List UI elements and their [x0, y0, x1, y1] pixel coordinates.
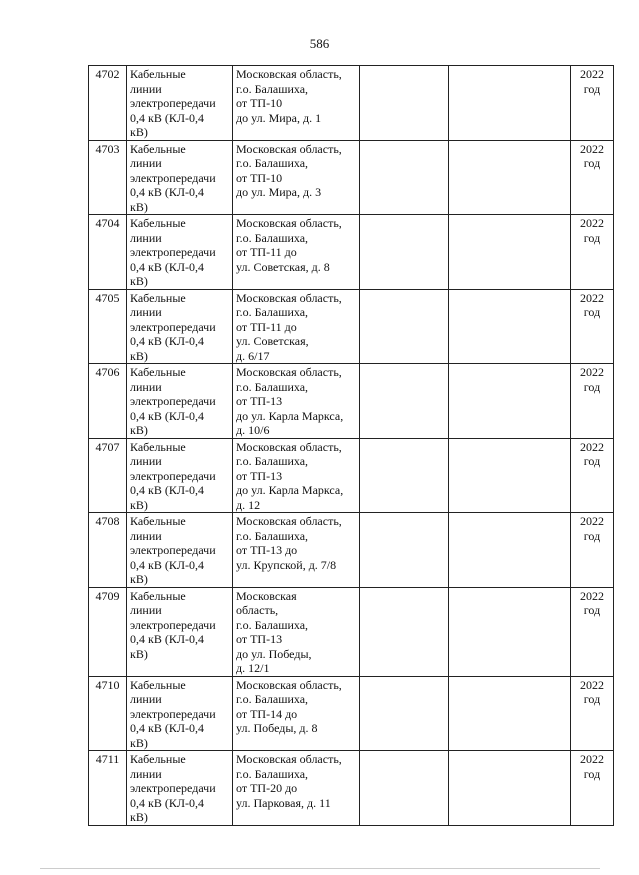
row-number-cell: 4705 — [89, 289, 127, 364]
object-name-cell: Кабельные линии электропередачи 0,4 кВ (КЛ-0,4 кВ) — [127, 513, 233, 588]
registry-table — [88, 65, 614, 826]
year-cell: 2022 год — [571, 289, 614, 364]
empty-cell — [360, 513, 449, 588]
row-number-cell: 4703 — [89, 140, 127, 215]
year-cell: 2022 год — [571, 364, 614, 439]
location-cell: Московская область, г.о. Балашиха, от ТП-20 до ул. Парковая, д. 11 — [233, 751, 360, 826]
empty-cell — [449, 513, 571, 588]
year-cell: 2022 год — [571, 513, 614, 588]
year-cell: 2022 год — [571, 751, 614, 826]
object-name-cell: Кабельные линии электропередачи 0,4 кВ (КЛ-0,4 кВ) — [127, 66, 233, 141]
location-cell: Московская область, г.о. Балашиха, от ТП-11 до ул. Советская, д. 8 — [233, 215, 360, 290]
table-row — [89, 587, 614, 676]
table-row — [89, 364, 614, 439]
empty-cell — [360, 676, 449, 751]
registry-table-body — [89, 66, 614, 826]
location-cell: Московская область, г.о. Балашиха, от ТП-10 до ул. Мира, д. 1 — [233, 66, 360, 141]
table-row — [89, 140, 614, 215]
row-number-cell: 4710 — [89, 676, 127, 751]
row-number-cell: 4702 — [89, 66, 127, 141]
location-cell: Московская область, г.о. Балашиха, от ТП-13 до ул. Карла Маркса, д. 12 — [233, 438, 360, 513]
table-row — [89, 751, 614, 826]
year-cell: 2022 год — [571, 215, 614, 290]
empty-cell — [360, 438, 449, 513]
empty-cell — [449, 438, 571, 513]
empty-cell — [360, 289, 449, 364]
empty-cell — [449, 140, 571, 215]
row-number-cell: 4711 — [89, 751, 127, 826]
empty-cell — [449, 676, 571, 751]
table-row — [89, 513, 614, 588]
location-cell: Московская область, г.о. Балашиха, от ТП-10 до ул. Мира, д. 3 — [233, 140, 360, 215]
empty-cell — [449, 289, 571, 364]
page-number: 586 — [309, 36, 330, 51]
empty-cell — [360, 140, 449, 215]
object-name-cell: Кабельные линии электропередачи 0,4 кВ (КЛ-0,4 кВ) — [127, 587, 233, 676]
object-name-cell: Кабельные линии электропередачи 0,4 кВ (КЛ-0,4 кВ) — [127, 140, 233, 215]
year-cell: 2022 год — [571, 676, 614, 751]
empty-cell — [449, 364, 571, 439]
location-cell: Московская область, г.о. Балашиха, от ТП-13 до ул. Карла Маркса, д. 10/6 — [233, 364, 360, 439]
row-number-cell: 4706 — [89, 364, 127, 439]
location-cell: Московская область, г.о. Балашиха, от ТП-13 до ул. Крупской, д. 7/8 — [233, 513, 360, 588]
object-name-cell: Кабельные линии электропередачи 0,4 кВ (КЛ-0,4 кВ) — [127, 676, 233, 751]
empty-cell — [360, 215, 449, 290]
empty-cell — [449, 751, 571, 826]
table-row — [89, 438, 614, 513]
year-cell: 2022 год — [571, 140, 614, 215]
object-name-cell: Кабельные линии электропередачи 0,4 кВ (КЛ-0,4 кВ) — [127, 751, 233, 826]
table-row — [89, 676, 614, 751]
row-number-cell: 4707 — [89, 438, 127, 513]
empty-cell — [449, 215, 571, 290]
row-number-cell: 4708 — [89, 513, 127, 588]
empty-cell — [449, 66, 571, 141]
object-name-cell: Кабельные линии электропередачи 0,4 кВ (КЛ-0,4 кВ) — [127, 215, 233, 290]
year-cell: 2022 год — [571, 587, 614, 676]
empty-cell — [360, 751, 449, 826]
row-number-cell: 4709 — [89, 587, 127, 676]
object-name-cell: Кабельные линии электропередачи 0,4 кВ (КЛ-0,4 кВ) — [127, 289, 233, 364]
object-name-cell: Кабельные линии электропередачи 0,4 кВ (КЛ-0,4 кВ) — [127, 364, 233, 439]
location-cell: Московская область, г.о. Балашиха, от ТП-11 до ул. Советская, д. 6/17 — [233, 289, 360, 364]
empty-cell — [449, 587, 571, 676]
scan-edge-divider — [40, 868, 600, 869]
object-name-cell: Кабельные линии электропередачи 0,4 кВ (КЛ-0,4 кВ) — [127, 438, 233, 513]
location-cell: Московская область, г.о. Балашиха, от ТП-13 до ул. Победы, д. 12/1 — [233, 587, 360, 676]
year-cell: 2022 год — [571, 66, 614, 141]
location-cell: Московская область, г.о. Балашиха, от ТП-14 до ул. Победы, д. 8 — [233, 676, 360, 751]
empty-cell — [360, 364, 449, 439]
empty-cell — [360, 587, 449, 676]
year-cell: 2022 год — [571, 438, 614, 513]
row-number-cell: 4704 — [89, 215, 127, 290]
table-row — [89, 66, 614, 141]
table-row — [89, 215, 614, 290]
empty-cell — [360, 66, 449, 141]
table-row — [89, 289, 614, 364]
